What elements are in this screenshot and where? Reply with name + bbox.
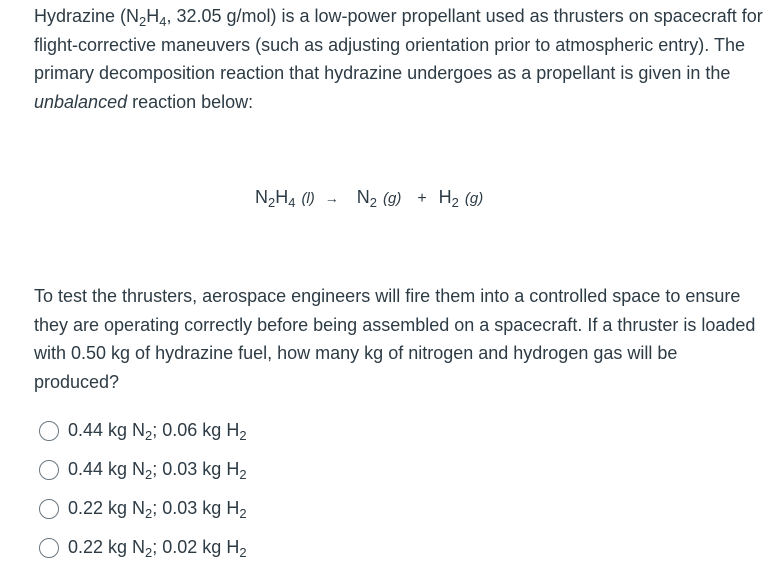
answer-option[interactable]: [39, 411, 247, 450]
option-n-amount: 0.22 kg N: [68, 537, 146, 557]
radio-button[interactable]: [39, 538, 59, 558]
answer-options: [39, 411, 247, 567]
answer-option[interactable]: [39, 528, 247, 567]
intro-text-2: H: [146, 6, 160, 26]
reaction-equation: [255, 187, 483, 208]
option-h-amount: ; 0.03 kg H: [152, 498, 240, 518]
option-h-sub: 2: [239, 427, 247, 443]
intro-subscript-2: 4: [159, 13, 167, 29]
reactant-n-sub: 2: [268, 194, 276, 210]
option-n-amount: 0.22 kg N: [68, 498, 146, 518]
answer-option-label[interactable]: [68, 537, 247, 558]
option-n-sub: 2: [145, 466, 153, 482]
option-h-sub: 2: [239, 505, 247, 521]
product-2-state: (g): [464, 190, 484, 207]
radio-button[interactable]: [39, 421, 59, 441]
option-n-sub: 2: [145, 544, 153, 560]
product-1-symbol: N: [356, 187, 370, 207]
option-h-sub: 2: [239, 466, 247, 482]
reactant-h: H: [275, 187, 289, 207]
option-h-sub: 2: [239, 544, 247, 560]
product-2-sub: 2: [451, 194, 459, 210]
intro-text-1: Hydrazine (N: [34, 6, 140, 26]
product-1: [357, 187, 377, 208]
intro-text-4: reaction below:: [127, 91, 254, 112]
product-2-symbol: H: [438, 187, 452, 207]
answer-option-label[interactable]: [68, 420, 247, 441]
radio-button[interactable]: [39, 460, 59, 480]
reactant-n: N: [255, 187, 268, 207]
question-prompt: To test the thrusters, aerospace engineers will fire them into a controlled space to ensure they are operating correctly before being assembled on a spacecraft. If a thruster is loaded with 0.50 kg of hydrazine fuel, how many kg of nitrogen and hydrogen gas will be produced?: [34, 286, 756, 392]
radio-button[interactable]: [39, 499, 59, 519]
answer-option-label[interactable]: [68, 498, 247, 519]
option-n-sub: 2: [145, 427, 153, 443]
reactant-state: (l): [301, 190, 315, 207]
product-1-sub: 2: [369, 194, 377, 210]
option-h-amount: ; 0.03 kg H: [152, 459, 240, 479]
answer-option[interactable]: [39, 489, 247, 528]
option-h-amount: ; 0.06 kg H: [152, 420, 240, 440]
intro-text-3: , 32.05 g/mol) is a low-power propellant used as thrusters on spacecraft for flight-corrective maneuvers (such as adjusting orientation prior to atmospheric entry). The primary decomposition reaction that hydrazine undergoes as a propellant is given in the: [34, 6, 763, 83]
plus-sign: +: [417, 190, 427, 207]
intro-subscript-1: 2: [139, 13, 147, 29]
reaction-arrow-icon: →: [324, 190, 339, 206]
product-2: [439, 187, 459, 208]
reactant: [255, 187, 295, 208]
answer-option[interactable]: [39, 450, 247, 489]
option-n-amount: 0.44 kg N: [68, 459, 146, 479]
intro-emphasis: unbalanced: [34, 91, 128, 112]
answer-option-label[interactable]: [68, 459, 247, 480]
reactant-h-sub: 4: [288, 194, 296, 210]
product-1-state: (g): [382, 190, 402, 207]
question-intro: [34, 2, 764, 116]
option-h-amount: ; 0.02 kg H: [152, 537, 240, 557]
option-n-amount: 0.44 kg N: [68, 420, 146, 440]
option-n-sub: 2: [145, 505, 153, 521]
